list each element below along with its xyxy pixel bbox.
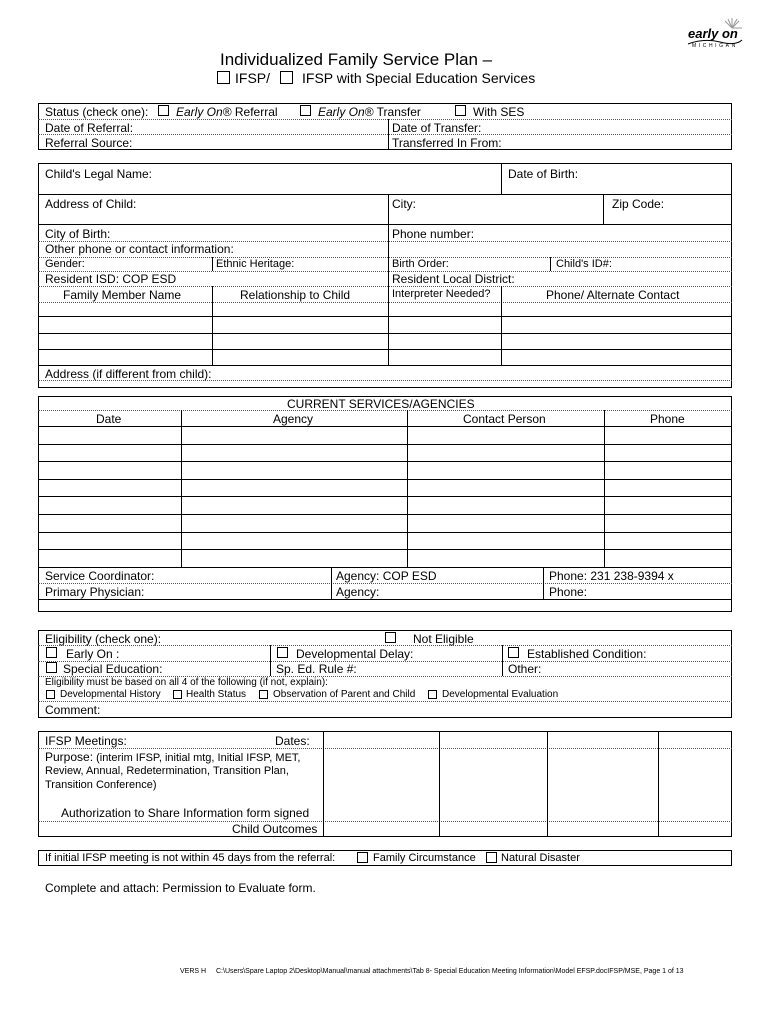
other-label: Other: xyxy=(508,662,542,676)
natural-disaster-label: Natural Disaster xyxy=(501,852,580,864)
with-ses-checkbox[interactable] xyxy=(455,105,466,116)
special-ed-label: Special Education: xyxy=(63,662,163,676)
with-ses-label: With SES xyxy=(473,105,525,119)
family-member-header: Family Member Name xyxy=(63,288,182,302)
natural-disaster-checkbox[interactable] xyxy=(486,852,497,863)
not-eligible-checkbox[interactable] xyxy=(385,632,396,643)
complete-attach-note: Complete and attach: Permission to Evaluate form. xyxy=(45,881,316,895)
services-date-header: Date xyxy=(96,412,122,426)
logo-text: early on xyxy=(688,26,738,41)
services-contact-header: Contact Person xyxy=(463,412,546,426)
resident-isd-label: Resident ISD: COP ESD xyxy=(45,272,177,286)
child-legal-name-label: Child's Legal Name: xyxy=(45,167,153,181)
early-on-checkbox[interactable] xyxy=(46,647,57,658)
ethnic-heritage-label: Ethnic Heritage: xyxy=(216,258,295,270)
dev-eval-label: Developmental Evaluation xyxy=(442,689,559,700)
child-zip-label: Zip Code: xyxy=(612,197,665,211)
referral-checkbox[interactable] xyxy=(158,105,169,116)
ifsp-option-label: IFSP/ xyxy=(235,70,271,86)
interpreter-header: Interpreter Needed? xyxy=(392,288,491,300)
other-phone-label: Other phone or contact information: xyxy=(45,242,234,256)
footer-path: C:\Users\Spare Laptop 2\Desktop\Manual\manual attachments\Tab 8- Special Education Meeting Information\Model EFSP.docIFSP/MSE, Page 1 of 13 xyxy=(216,968,684,975)
resident-local-label: Resident Local District: xyxy=(392,272,515,286)
dev-delay-label: Developmental Delay: xyxy=(296,647,414,661)
ifsp-meetings-label: IFSP Meetings: xyxy=(45,734,127,748)
established-checkbox[interactable] xyxy=(508,647,519,658)
phone2-label: Phone: xyxy=(549,585,588,599)
footer-version: VERS H xyxy=(180,968,207,975)
referral-source-label: Referral Source: xyxy=(45,136,133,150)
page-title: Individualized Family Service Plan – xyxy=(220,50,493,69)
dev-eval-checkbox[interactable] xyxy=(428,690,437,699)
dev-delay-checkbox[interactable] xyxy=(277,647,288,658)
referral-option: Early On® Referral xyxy=(176,105,278,119)
not-eligible-label: Not Eligible xyxy=(413,632,474,646)
gender-label: Gender: xyxy=(45,258,85,270)
purpose-text: Purpose: (interim IFSP, initial mtg, Initial IFSP, MET, xyxy=(45,750,301,764)
ifsp-ses-checkbox[interactable] xyxy=(280,71,293,84)
address-different-label: Address (if different from child): xyxy=(45,367,212,381)
status-label: Status (check one): xyxy=(45,105,149,119)
child-address-label: Address of Child: xyxy=(45,197,137,211)
date-of-transfer-label: Date of Transfer: xyxy=(392,121,482,135)
date-of-referral-label: Date of Referral: xyxy=(45,121,134,135)
purpose-line3: Transition Conference) xyxy=(45,779,157,791)
phone-alt-header: Phone/ Alternate Contact xyxy=(546,288,680,302)
purpose-line2: Review, Annual, Redetermination, Transition Plan, xyxy=(45,765,289,777)
observation-checkbox[interactable] xyxy=(259,690,268,699)
child-dob-label: Date of Birth: xyxy=(508,167,579,181)
phone1-label: Phone: 231 238-9394 x xyxy=(549,569,674,583)
services-agency-header: Agency xyxy=(273,412,314,426)
birth-order-label: Birth Order: xyxy=(392,258,449,270)
transfer-option: Early On® Transfer xyxy=(318,105,421,119)
transferred-from-label: Transferred In From: xyxy=(392,136,502,150)
initial-meeting-label: If initial IFSP meeting is not within 45 days from the referral: xyxy=(45,852,336,864)
agency1-label: Agency: COP ESD xyxy=(336,569,437,583)
comment-label: Comment: xyxy=(45,703,101,717)
authorization-label: Authorization to Share Information form signed xyxy=(61,806,310,820)
services-title: CURRENT SERVICES/AGENCIES xyxy=(287,397,475,411)
relationship-header: Relationship to Child xyxy=(240,288,351,302)
transfer-checkbox[interactable] xyxy=(300,105,311,116)
ifsp-checkbox[interactable] xyxy=(217,71,230,84)
health-status-label: Health Status xyxy=(186,689,247,700)
early-on-logo xyxy=(684,14,744,50)
child-city-label: City: xyxy=(392,197,416,211)
dev-history-checkbox[interactable] xyxy=(46,690,55,699)
service-coordinator-label: Service Coordinator: xyxy=(45,569,155,583)
ifsp-ses-option-label: IFSP with Special Education Services xyxy=(302,70,536,86)
observation-label: Observation of Parent and Child xyxy=(273,689,416,700)
health-status-checkbox[interactable] xyxy=(173,690,182,699)
family-circumstance-label: Family Circumstance xyxy=(373,852,476,864)
established-label: Established Condition: xyxy=(527,647,647,661)
services-phone-header: Phone xyxy=(650,412,685,426)
city-of-birth-label: City of Birth: xyxy=(45,227,111,241)
eligibility-label: Eligibility (check one): xyxy=(45,632,162,646)
child-id-label: Child's ID#: xyxy=(556,258,612,270)
phone-number-label: Phone number: xyxy=(392,227,475,241)
logo-subtext: MICHIGAN xyxy=(692,43,738,49)
meeting-dates-label: Dates: xyxy=(275,734,310,748)
child-outcomes-label: Child Outcomes xyxy=(232,822,318,836)
based-on-note: Eligibility must be based on all 4 of the following (if not, explain): xyxy=(45,677,328,688)
primary-physician-label: Primary Physician: xyxy=(45,585,145,599)
early-on-label: Early On : xyxy=(66,647,120,661)
family-circumstance-checkbox[interactable] xyxy=(357,852,368,863)
special-ed-checkbox[interactable] xyxy=(46,662,57,673)
sp-rule-label: Sp. Ed. Rule #: xyxy=(276,662,357,676)
agency2-label: Agency: xyxy=(336,585,380,599)
dev-history-label: Developmental History xyxy=(60,689,161,700)
